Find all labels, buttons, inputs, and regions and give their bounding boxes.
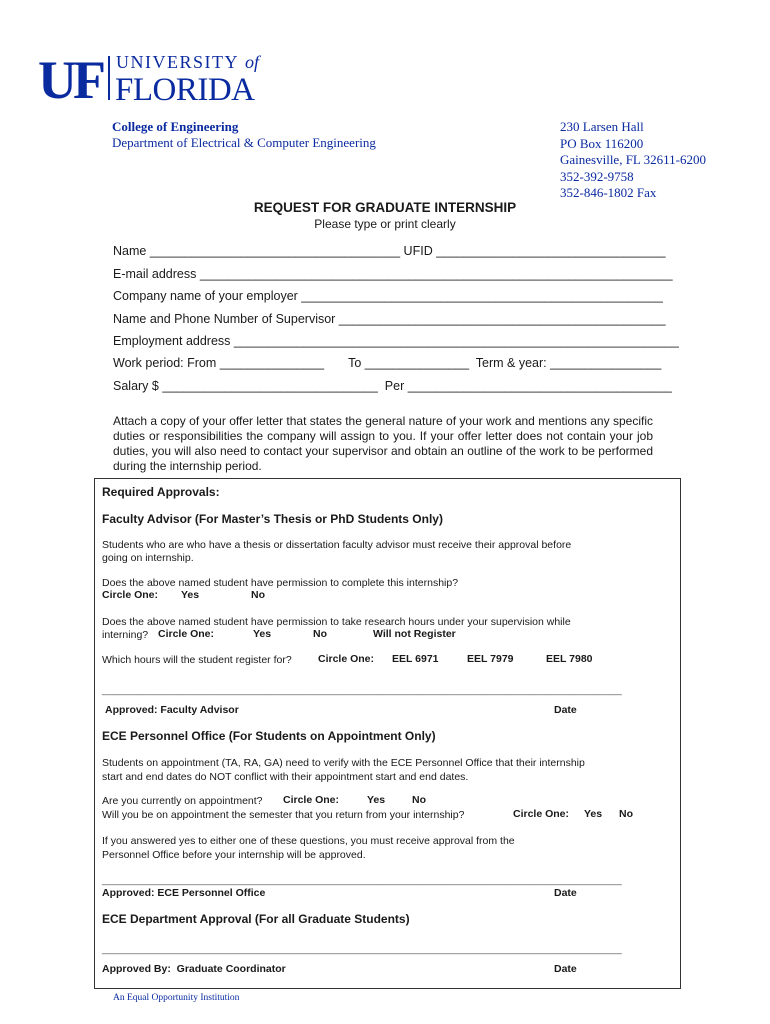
faculty-text: going on internship. <box>102 552 194 564</box>
supervisor-field[interactable]: Name and Phone Number of Supervisor _______________________________________________ <box>113 312 666 326</box>
eel-6971-option[interactable]: EEL 6971 <box>392 653 439 665</box>
fax-line: 352-846-1802 Fax <box>560 185 657 200</box>
approved-faculty-label: Approved: Faculty Advisor <box>105 704 239 716</box>
address-block <box>560 119 706 202</box>
circle-one-label: Circle One: <box>283 794 340 806</box>
date-label: Date <box>554 704 577 716</box>
approval-note: If you answered yes to either one of these questions, you must receive approval from the <box>102 835 515 847</box>
q2-no-option[interactable]: No <box>313 628 327 640</box>
personnel-text: start and end dates do NOT conflict with their appointment start and end dates. <box>102 771 469 783</box>
department-approval-heading: ECE Department Approval (For all Graduate Students) <box>102 912 410 926</box>
q1-yes-option[interactable]: Yes <box>181 589 200 601</box>
q1-no-option[interactable]: No <box>251 589 265 601</box>
permission-question: Does the above named student have permission to complete this internship? <box>102 577 459 589</box>
hours-question: Which hours will the student register for? <box>102 654 292 666</box>
phone-line: 352-392-9758 <box>560 168 634 184</box>
coordinator-signature-line[interactable]: _________________________________________________________________________________________ <box>102 943 622 955</box>
employment-address-field[interactable]: Employment address ________________________________________________________________ <box>113 334 679 348</box>
personnel-signature-line[interactable]: _________________________________________________________________________________________ <box>102 874 622 886</box>
footer-equal-opportunity: An Equal Opportunity Institution <box>113 993 240 1003</box>
eel-7980-option[interactable]: EEL 7980 <box>546 653 593 665</box>
uf-logo <box>38 50 278 106</box>
college-block <box>112 119 376 151</box>
circle-one-label: Circle One: <box>318 653 375 665</box>
college-name: College of Engineering <box>112 119 239 134</box>
university-word: UNIVERSITY <box>116 52 239 72</box>
florida-word: FLORIDA <box>115 72 255 106</box>
circle-one-label: Circle One: <box>158 628 215 640</box>
salary-field[interactable]: Salary $ _______________________________ Per ______________________________________ <box>113 379 672 393</box>
date-label: Date <box>554 963 577 975</box>
attach-instructions: Attach a copy of your offer letter that states the general nature of your work and mentions any specific duties or responsibilities the company will assign to you. If your offer letter does not contain your job duties, you will also need to contact your supervisor and obtain an outline of the work to be performed during the internship period. <box>113 414 653 473</box>
department-name: Department of Electrical & Computer Engineering <box>112 135 376 150</box>
q2-yes-option[interactable]: Yes <box>253 628 272 640</box>
faculty-signature-line[interactable]: _________________________________________________________________________________________ <box>102 684 622 696</box>
approved-personnel-label: Approved: ECE Personnel Office <box>102 887 266 899</box>
work-period-field[interactable]: Work period: From _______________ To _______________ Term & year: ________________ <box>113 356 662 370</box>
required-approvals-heading: Required Approvals: <box>102 485 220 499</box>
uf-logo-mark <box>38 50 278 106</box>
of-word: of <box>245 52 260 72</box>
return-appointment-question: Will you be on appointment the semester that you return from your internship? <box>102 809 465 821</box>
date-label: Date <box>554 887 577 899</box>
approvals-box <box>94 478 681 989</box>
circle-one-label: Circle One: <box>102 589 159 601</box>
circle-one-label: Circle One: <box>513 808 570 820</box>
q5-yes-option[interactable]: Yes <box>584 808 603 820</box>
approved-by-label: Approved By: Graduate Coordinator <box>102 963 286 975</box>
form-subtitle: Please type or print clearly <box>314 217 456 231</box>
q4-no-option[interactable]: No <box>412 794 426 806</box>
address-line: PO Box 116200 <box>560 135 644 151</box>
eel-7979-option[interactable]: EEL 7979 <box>467 653 514 665</box>
faculty-text: Students who are who have a thesis or dissertation faculty advisor must receive their approval before <box>102 539 572 551</box>
email-field[interactable]: E-mail address ____________________________________________________________________ <box>113 267 673 281</box>
q2-will-not-register-option[interactable]: Will not Register <box>373 628 456 640</box>
approval-note: Personnel Office before your internship will be approved. <box>102 849 366 861</box>
name-ufid-field[interactable]: Name ____________________________________ UFID _________________________________ <box>113 244 666 258</box>
address-line: Gainesville, FL 32611-6200 <box>560 152 706 167</box>
research-hours-question: Does the above named student have permission to take research hours under your supervision while <box>102 616 571 628</box>
appointment-question: Are you currently on appointment? <box>102 795 263 807</box>
q4-yes-option[interactable]: Yes <box>367 794 386 806</box>
personnel-text: Students on appointment (TA, RA, GA) need to verify with the ECE Personnel Office that their internship <box>102 757 585 769</box>
research-hours-question-end: interning? <box>102 629 149 641</box>
q5-no-option[interactable]: No <box>619 808 633 820</box>
employer-field[interactable]: Company name of your employer ____________________________________________________ <box>113 289 663 303</box>
uf-letters: UF <box>38 50 102 106</box>
faculty-advisor-heading: Faculty Advisor (For Master’s Thesis or PhD Students Only) <box>102 512 443 526</box>
address-line: 230 Larsen Hall <box>560 119 644 134</box>
form-title: REQUEST FOR GRADUATE INTERNSHIP <box>253 200 517 215</box>
personnel-office-heading: ECE Personnel Office (For Students on Appointment Only) <box>102 729 436 743</box>
